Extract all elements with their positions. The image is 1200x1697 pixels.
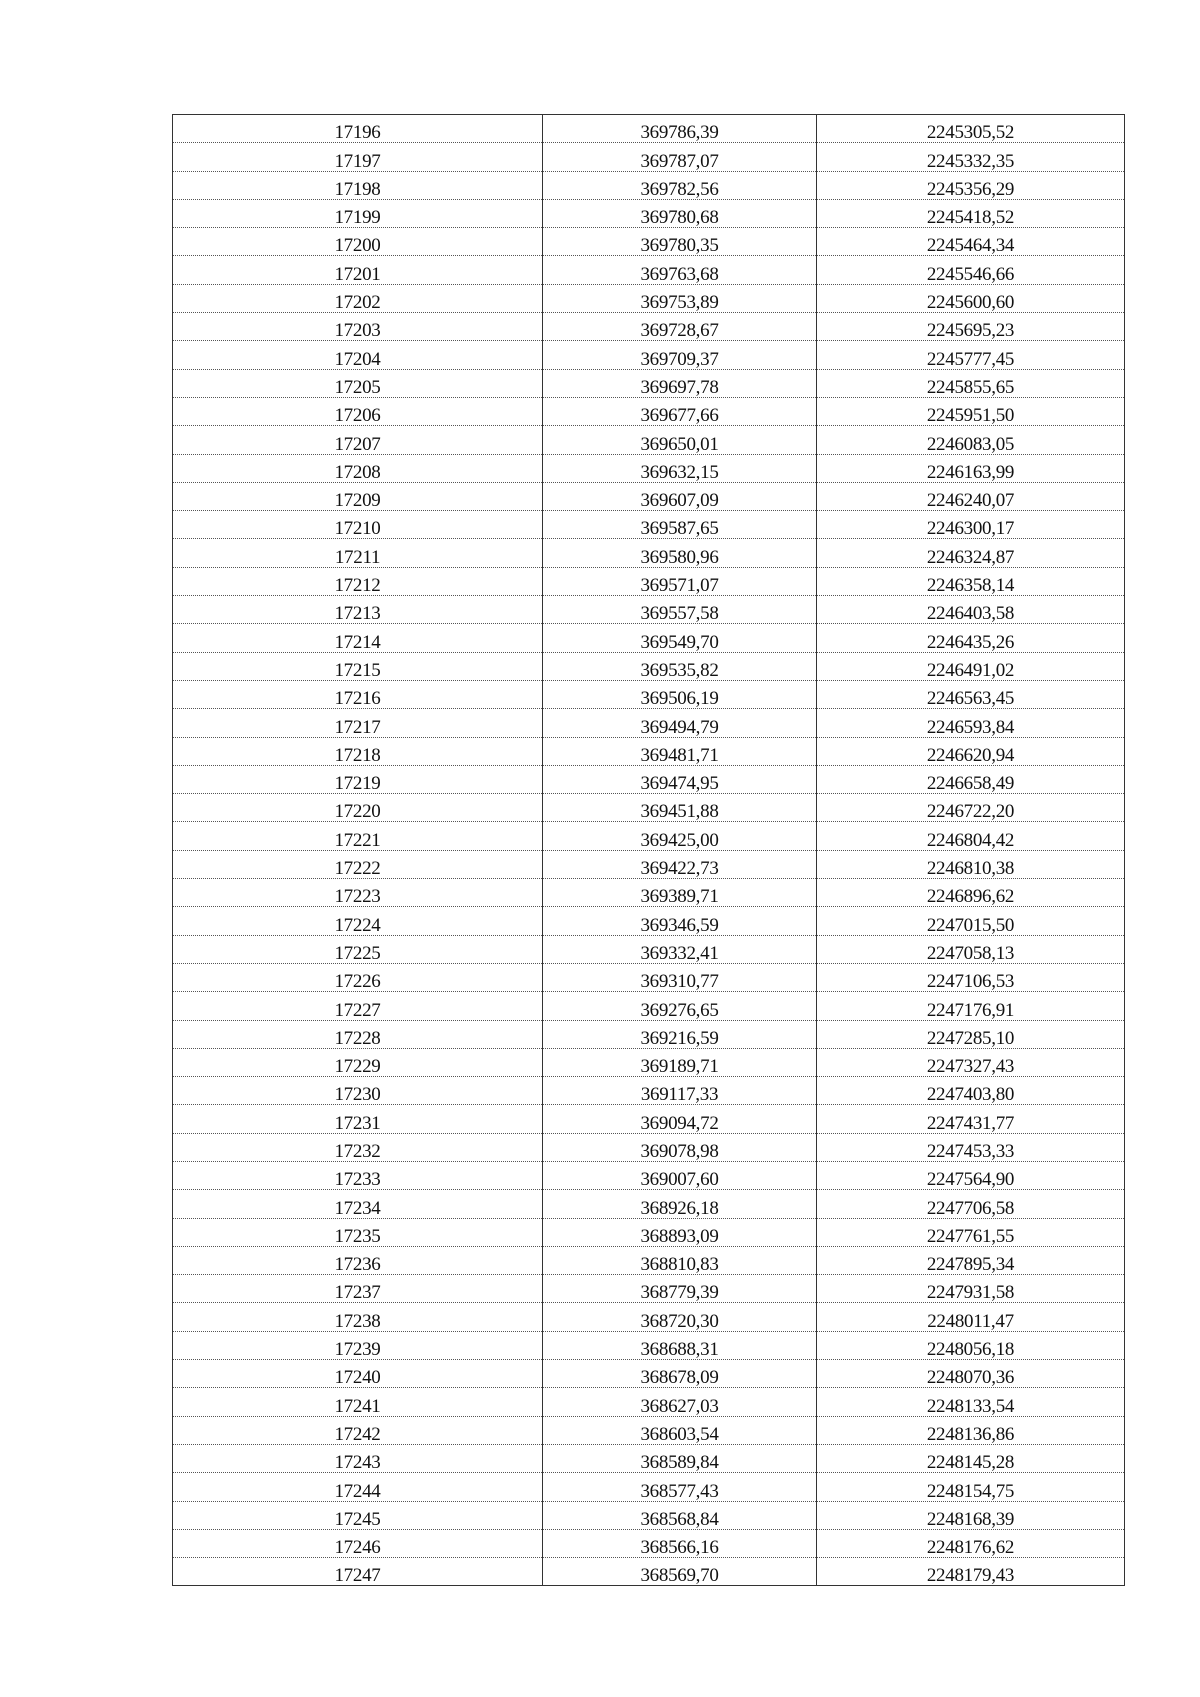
y-coordinate-cell: 2245546,66 [817, 256, 1125, 284]
coordinates-table-body [173, 115, 1125, 1586]
y-coordinate-cell: 2247761,55 [817, 1218, 1125, 1246]
x-coordinate-cell: 368568,84 [543, 1501, 817, 1529]
point-number-cell: 17224 [173, 907, 543, 935]
y-coordinate-cell: 2246300,17 [817, 511, 1125, 539]
point-number-cell: 17211 [173, 539, 543, 567]
y-coordinate-cell: 2246163,99 [817, 454, 1125, 482]
y-coordinate-cell: 2247327,43 [817, 1048, 1125, 1076]
y-coordinate-cell: 2248145,28 [817, 1444, 1125, 1472]
table-row [173, 879, 1125, 907]
table-row [173, 935, 1125, 963]
table-row [173, 1416, 1125, 1444]
y-coordinate-cell: 2246804,42 [817, 822, 1125, 850]
y-coordinate-cell: 2246896,62 [817, 879, 1125, 907]
y-coordinate-cell: 2247895,34 [817, 1246, 1125, 1274]
x-coordinate-cell: 369007,60 [543, 1161, 817, 1189]
point-number-cell: 17241 [173, 1388, 543, 1416]
point-number-cell: 17196 [173, 115, 543, 143]
x-coordinate-cell: 369787,07 [543, 143, 817, 171]
y-coordinate-cell: 2248179,43 [817, 1558, 1125, 1586]
point-number-cell: 17233 [173, 1161, 543, 1189]
point-number-cell: 17226 [173, 963, 543, 991]
table-row [173, 1473, 1125, 1501]
table-row [173, 482, 1125, 510]
coordinates-table [172, 114, 1125, 1586]
x-coordinate-cell: 369389,71 [543, 879, 817, 907]
point-number-cell: 17210 [173, 511, 543, 539]
table-row [173, 1444, 1125, 1472]
point-number-cell: 17225 [173, 935, 543, 963]
x-coordinate-cell: 368569,70 [543, 1558, 817, 1586]
y-coordinate-cell: 2245418,52 [817, 199, 1125, 227]
point-number-cell: 17223 [173, 879, 543, 907]
y-coordinate-cell: 2245356,29 [817, 171, 1125, 199]
x-coordinate-cell: 368566,16 [543, 1529, 817, 1557]
x-coordinate-cell: 369549,70 [543, 624, 817, 652]
point-number-cell: 17247 [173, 1558, 543, 1586]
x-coordinate-cell: 369557,58 [543, 596, 817, 624]
x-coordinate-cell: 368577,43 [543, 1473, 817, 1501]
table-row [173, 765, 1125, 793]
y-coordinate-cell: 2247106,53 [817, 963, 1125, 991]
y-coordinate-cell: 2245855,65 [817, 369, 1125, 397]
y-coordinate-cell: 2247176,91 [817, 992, 1125, 1020]
table-row [173, 596, 1125, 624]
y-coordinate-cell: 2246083,05 [817, 426, 1125, 454]
x-coordinate-cell: 368893,09 [543, 1218, 817, 1246]
y-coordinate-cell: 2248168,39 [817, 1501, 1125, 1529]
table-row [173, 680, 1125, 708]
x-coordinate-cell: 369216,59 [543, 1020, 817, 1048]
table-row [173, 850, 1125, 878]
point-number-cell: 17218 [173, 737, 543, 765]
point-number-cell: 17244 [173, 1473, 543, 1501]
x-coordinate-cell: 369494,79 [543, 709, 817, 737]
y-coordinate-cell: 2247431,77 [817, 1105, 1125, 1133]
y-coordinate-cell: 2245464,34 [817, 228, 1125, 256]
point-number-cell: 17214 [173, 624, 543, 652]
table-row [173, 341, 1125, 369]
table-row [173, 454, 1125, 482]
x-coordinate-cell: 369580,96 [543, 539, 817, 567]
table-row [173, 1048, 1125, 1076]
y-coordinate-cell: 2247285,10 [817, 1020, 1125, 1048]
x-coordinate-cell: 369632,15 [543, 454, 817, 482]
y-coordinate-cell: 2246563,45 [817, 680, 1125, 708]
table-row [173, 1020, 1125, 1048]
y-coordinate-cell: 2248176,62 [817, 1529, 1125, 1557]
x-coordinate-cell: 369310,77 [543, 963, 817, 991]
table-row [173, 1161, 1125, 1189]
table-row [173, 199, 1125, 227]
table-row [173, 1218, 1125, 1246]
point-number-cell: 17212 [173, 567, 543, 595]
point-number-cell: 17228 [173, 1020, 543, 1048]
x-coordinate-cell: 369780,35 [543, 228, 817, 256]
x-coordinate-cell: 368720,30 [543, 1303, 817, 1331]
point-number-cell: 17242 [173, 1416, 543, 1444]
y-coordinate-cell: 2246722,20 [817, 794, 1125, 822]
y-coordinate-cell: 2245695,23 [817, 313, 1125, 341]
y-coordinate-cell: 2247931,58 [817, 1275, 1125, 1303]
table-row [173, 1388, 1125, 1416]
x-coordinate-cell: 368589,84 [543, 1444, 817, 1472]
y-coordinate-cell: 2245951,50 [817, 397, 1125, 425]
table-row [173, 652, 1125, 680]
point-number-cell: 17236 [173, 1246, 543, 1274]
x-coordinate-cell: 368603,54 [543, 1416, 817, 1444]
y-coordinate-cell: 2248136,86 [817, 1416, 1125, 1444]
point-number-cell: 17229 [173, 1048, 543, 1076]
table-row [173, 397, 1125, 425]
y-coordinate-cell: 2248133,54 [817, 1388, 1125, 1416]
point-number-cell: 17237 [173, 1275, 543, 1303]
point-number-cell: 17215 [173, 652, 543, 680]
x-coordinate-cell: 369332,41 [543, 935, 817, 963]
x-coordinate-cell: 369535,82 [543, 652, 817, 680]
point-number-cell: 17219 [173, 765, 543, 793]
y-coordinate-cell: 2247058,13 [817, 935, 1125, 963]
x-coordinate-cell: 368688,31 [543, 1331, 817, 1359]
y-coordinate-cell: 2248056,18 [817, 1331, 1125, 1359]
point-number-cell: 17208 [173, 454, 543, 482]
x-coordinate-cell: 369571,07 [543, 567, 817, 595]
y-coordinate-cell: 2248070,36 [817, 1360, 1125, 1388]
point-number-cell: 17200 [173, 228, 543, 256]
table-row [173, 511, 1125, 539]
table-row [173, 794, 1125, 822]
x-coordinate-cell: 369276,65 [543, 992, 817, 1020]
point-number-cell: 17201 [173, 256, 543, 284]
x-coordinate-cell: 368627,03 [543, 1388, 817, 1416]
x-coordinate-cell: 369474,95 [543, 765, 817, 793]
y-coordinate-cell: 2246593,84 [817, 709, 1125, 737]
x-coordinate-cell: 369481,71 [543, 737, 817, 765]
point-number-cell: 17222 [173, 850, 543, 878]
point-number-cell: 17230 [173, 1077, 543, 1105]
table-row [173, 992, 1125, 1020]
table-row [173, 284, 1125, 312]
y-coordinate-cell: 2246240,07 [817, 482, 1125, 510]
point-number-cell: 17197 [173, 143, 543, 171]
x-coordinate-cell: 369697,78 [543, 369, 817, 397]
x-coordinate-cell: 368779,39 [543, 1275, 817, 1303]
x-coordinate-cell: 369753,89 [543, 284, 817, 312]
table-row [173, 1501, 1125, 1529]
x-coordinate-cell: 369506,19 [543, 680, 817, 708]
point-number-cell: 17205 [173, 369, 543, 397]
x-coordinate-cell: 369709,37 [543, 341, 817, 369]
x-coordinate-cell: 369189,71 [543, 1048, 817, 1076]
point-number-cell: 17239 [173, 1331, 543, 1359]
x-coordinate-cell: 369763,68 [543, 256, 817, 284]
y-coordinate-cell: 2248011,47 [817, 1303, 1125, 1331]
point-number-cell: 17221 [173, 822, 543, 850]
point-number-cell: 17209 [173, 482, 543, 510]
y-coordinate-cell: 2246403,58 [817, 596, 1125, 624]
point-number-cell: 17235 [173, 1218, 543, 1246]
point-number-cell: 17227 [173, 992, 543, 1020]
point-number-cell: 17217 [173, 709, 543, 737]
table-row [173, 1133, 1125, 1161]
point-number-cell: 17246 [173, 1529, 543, 1557]
x-coordinate-cell: 369117,33 [543, 1077, 817, 1105]
point-number-cell: 17204 [173, 341, 543, 369]
table-row [173, 1360, 1125, 1388]
y-coordinate-cell: 2246620,94 [817, 737, 1125, 765]
y-coordinate-cell: 2245305,52 [817, 115, 1125, 143]
y-coordinate-cell: 2246491,02 [817, 652, 1125, 680]
table-row [173, 1077, 1125, 1105]
x-coordinate-cell: 368926,18 [543, 1190, 817, 1218]
y-coordinate-cell: 2247706,58 [817, 1190, 1125, 1218]
table-row [173, 426, 1125, 454]
table-row [173, 709, 1125, 737]
table-row [173, 369, 1125, 397]
point-number-cell: 17220 [173, 794, 543, 822]
x-coordinate-cell: 369786,39 [543, 115, 817, 143]
table-row [173, 1275, 1125, 1303]
point-number-cell: 17198 [173, 171, 543, 199]
table-row [173, 171, 1125, 199]
x-coordinate-cell: 369422,73 [543, 850, 817, 878]
table-row [173, 624, 1125, 652]
table-row [173, 115, 1125, 143]
x-coordinate-cell: 369607,09 [543, 482, 817, 510]
y-coordinate-cell: 2246435,26 [817, 624, 1125, 652]
point-number-cell: 17216 [173, 680, 543, 708]
table-row [173, 1190, 1125, 1218]
y-coordinate-cell: 2247403,80 [817, 1077, 1125, 1105]
x-coordinate-cell: 369677,66 [543, 397, 817, 425]
point-number-cell: 17207 [173, 426, 543, 454]
x-coordinate-cell: 368678,09 [543, 1360, 817, 1388]
table-row [173, 822, 1125, 850]
point-number-cell: 17206 [173, 397, 543, 425]
table-row [173, 228, 1125, 256]
table-row [173, 1331, 1125, 1359]
table-row [173, 1529, 1125, 1557]
x-coordinate-cell: 368810,83 [543, 1246, 817, 1274]
table-row [173, 539, 1125, 567]
y-coordinate-cell: 2247015,50 [817, 907, 1125, 935]
point-number-cell: 17238 [173, 1303, 543, 1331]
y-coordinate-cell: 2247453,33 [817, 1133, 1125, 1161]
point-number-cell: 17203 [173, 313, 543, 341]
point-number-cell: 17213 [173, 596, 543, 624]
y-coordinate-cell: 2248154,75 [817, 1473, 1125, 1501]
point-number-cell: 17245 [173, 1501, 543, 1529]
y-coordinate-cell: 2245600,60 [817, 284, 1125, 312]
point-number-cell: 17199 [173, 199, 543, 227]
y-coordinate-cell: 2246358,14 [817, 567, 1125, 595]
table-row [173, 907, 1125, 935]
point-number-cell: 17243 [173, 1444, 543, 1472]
x-coordinate-cell: 369078,98 [543, 1133, 817, 1161]
point-number-cell: 17202 [173, 284, 543, 312]
point-number-cell: 17240 [173, 1360, 543, 1388]
table-row [173, 1246, 1125, 1274]
table-row [173, 963, 1125, 991]
y-coordinate-cell: 2246658,49 [817, 765, 1125, 793]
x-coordinate-cell: 369451,88 [543, 794, 817, 822]
x-coordinate-cell: 369728,67 [543, 313, 817, 341]
point-number-cell: 17232 [173, 1133, 543, 1161]
point-number-cell: 17234 [173, 1190, 543, 1218]
table-row [173, 256, 1125, 284]
x-coordinate-cell: 369094,72 [543, 1105, 817, 1133]
table-row [173, 313, 1125, 341]
x-coordinate-cell: 369780,68 [543, 199, 817, 227]
y-coordinate-cell: 2246324,87 [817, 539, 1125, 567]
y-coordinate-cell: 2247564,90 [817, 1161, 1125, 1189]
table-row [173, 567, 1125, 595]
table-row [173, 143, 1125, 171]
x-coordinate-cell: 369587,65 [543, 511, 817, 539]
table-row [173, 737, 1125, 765]
x-coordinate-cell: 369782,56 [543, 171, 817, 199]
table-row [173, 1558, 1125, 1586]
x-coordinate-cell: 369650,01 [543, 426, 817, 454]
y-coordinate-cell: 2245332,35 [817, 143, 1125, 171]
x-coordinate-cell: 369425,00 [543, 822, 817, 850]
x-coordinate-cell: 369346,59 [543, 907, 817, 935]
y-coordinate-cell: 2245777,45 [817, 341, 1125, 369]
table-row [173, 1105, 1125, 1133]
y-coordinate-cell: 2246810,38 [817, 850, 1125, 878]
point-number-cell: 17231 [173, 1105, 543, 1133]
table-row [173, 1303, 1125, 1331]
